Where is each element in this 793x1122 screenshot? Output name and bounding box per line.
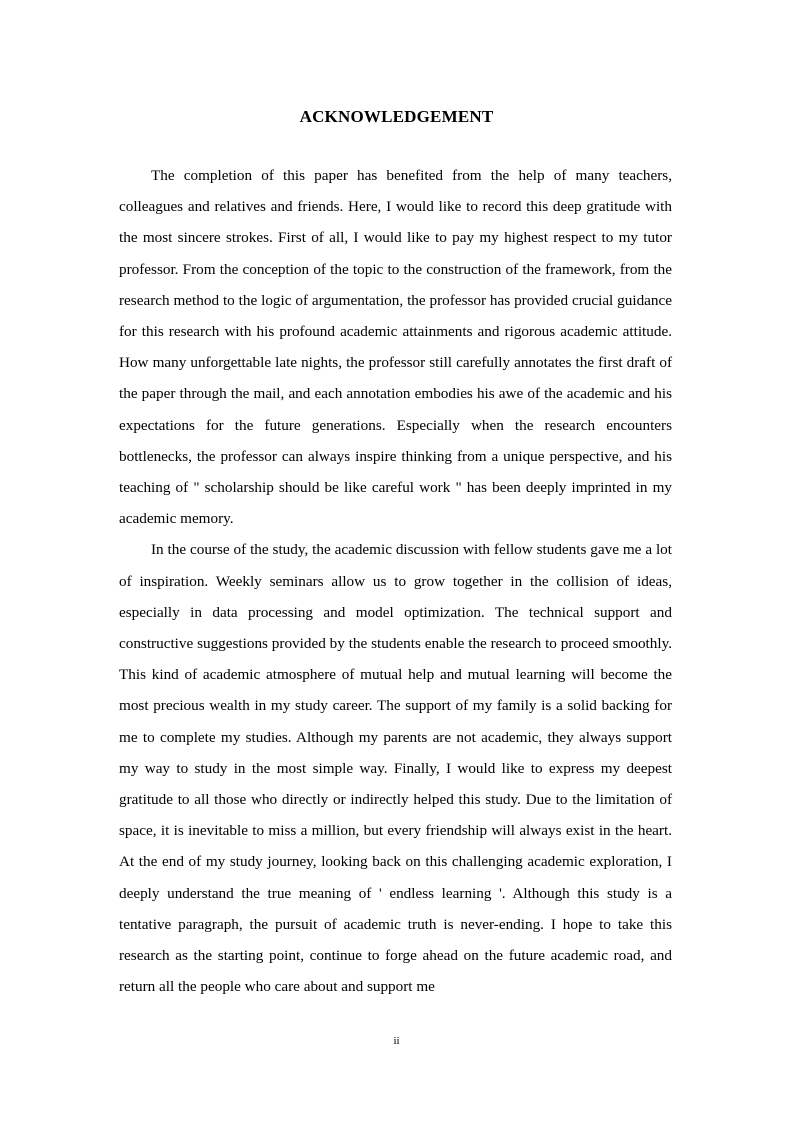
page-number: ii <box>393 1035 400 1047</box>
paragraph-1: The completion of this paper has benefited from the help of many teachers, colleagues and relatives and friends. Here, I would like to record this deep gratitude with the most sincere strokes. First of all, I would like to pay my highest respect to my tutor professor. From the conception of the topic to the construction of the framework, from the research method to the logic of argumentation, the professor has provided crucial guidance for this research with his profound academic attainments and rigorous academic attitude. How many unforgettable late nights, the professor still carefully annotates the first draft of the paper through the mail, and each annotation embodies his awe of the academic and his expectations for the future generations. Especially when the research encounters bottlenecks, the professor can always inspire thinking from a unique perspective, and his teaching of " scholarship should be like careful work " has been deeply imprinted in my academic memory. <box>119 167 672 528</box>
page-title: ACKNOWLEDGEMENT <box>299 107 494 126</box>
acknowledgement-body <box>119 160 672 1002</box>
paragraph-2: In the course of the study, the academic discussion with fellow students gave me a lot of inspiration. Weekly seminars allow us to grow together in the collision of ideas, especially in data processing and model optimization. The technical support and constructive suggestions provided by the students enable the research to proceed smoothly. This kind of academic atmosphere of mutual help and mutual learning will become the most precious wealth in my study career. The support of my family is a solid backing for me to complete my studies. Although my parents are not academic, they always support my way to study in the most simple way. Finally, I would like to express my deepest gratitude to all those who directly or indirectly helped this study. Due to the limitation of space, it is inevitable to miss a million, but every friendship will always exist in the heart. At the end of my study journey, looking back on this challenging academic exploration, I deeply understand the true meaning of ' endless learning '. Although this study is a tentative paragraph, the pursuit of academic truth is never-ending. I hope to take this research as the starting point, continue to forge ahead on the future academic road, and return all the people who care about and support me <box>119 541 672 996</box>
